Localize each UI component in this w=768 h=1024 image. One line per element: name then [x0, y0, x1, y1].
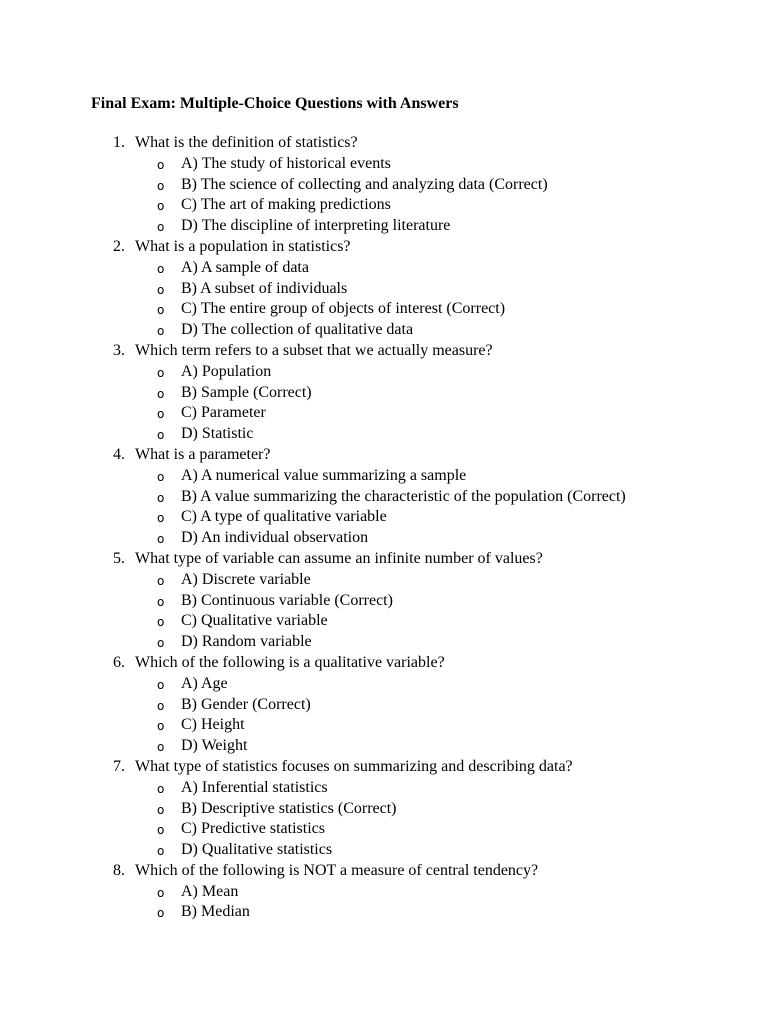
- option-item: [0, 154, 768, 175]
- option-text: A) The study of historical events: [181, 154, 391, 172]
- question-line: [0, 133, 768, 154]
- question-text: What type of statistics focuses on summarizing and describing data?: [135, 757, 573, 775]
- circle-bullet-icon: o: [157, 740, 165, 755]
- option-text: D) Qualitative statistics: [181, 841, 333, 859]
- option-text: B) Gender (Correct): [181, 695, 311, 713]
- circle-bullet-icon: o: [157, 615, 165, 630]
- option-item: [0, 299, 768, 320]
- option-text: C) Predictive statistics: [181, 820, 325, 838]
- option-item: [0, 819, 768, 840]
- option-text: D) The collection of qualitative data: [181, 321, 414, 339]
- circle-bullet-icon: o: [157, 781, 165, 796]
- option-list: [0, 882, 768, 924]
- question-text: What is a parameter?: [135, 445, 271, 463]
- circle-bullet-icon: o: [157, 407, 165, 422]
- question-number: 1.: [113, 134, 125, 151]
- question-item: [0, 237, 768, 341]
- option-item: [0, 778, 768, 799]
- question-item: [0, 445, 768, 549]
- option-item: [0, 383, 768, 404]
- question-text: Which of the following is a qualitative variable?: [135, 653, 445, 671]
- question-item: [0, 341, 768, 445]
- circle-bullet-icon: o: [157, 719, 165, 734]
- circle-bullet-icon: o: [157, 324, 165, 339]
- option-list: [0, 674, 768, 757]
- question-text: What type of variable can assume an infinite number of values?: [135, 549, 543, 567]
- circle-bullet-icon: o: [157, 261, 165, 276]
- option-text: C) The entire group of objects of interest (Correct): [181, 300, 506, 318]
- circle-bullet-icon: o: [157, 906, 165, 921]
- option-item: [0, 175, 768, 196]
- option-text: A) A numerical value summarizing a sample: [181, 466, 467, 484]
- option-text: D) The discipline of interpreting literature: [181, 217, 451, 235]
- question-text: Which of the following is NOT a measure of central tendency?: [135, 861, 539, 879]
- question-number: 5.: [113, 549, 125, 567]
- option-item: [0, 279, 768, 300]
- option-item: [0, 632, 768, 653]
- question-line: [0, 549, 768, 570]
- option-text: C) Parameter: [181, 404, 266, 422]
- option-text: C) Qualitative variable: [181, 612, 328, 630]
- option-list: [0, 570, 768, 653]
- question-number: 2.: [113, 237, 125, 255]
- option-item: [0, 528, 768, 549]
- option-text: C) Height: [181, 716, 245, 734]
- option-text: C) The art of making predictions: [181, 196, 391, 214]
- circle-bullet-icon: o: [157, 303, 165, 318]
- circle-bullet-icon: o: [157, 636, 165, 651]
- circle-bullet-icon: o: [157, 573, 165, 588]
- option-item: [0, 487, 768, 508]
- circle-bullet-icon: o: [157, 844, 165, 859]
- circle-bullet-icon: o: [157, 823, 165, 838]
- option-item: [0, 216, 768, 237]
- question-line: [0, 445, 768, 466]
- option-text: C) A type of qualitative variable: [181, 508, 387, 526]
- circle-bullet-icon: o: [157, 386, 165, 401]
- circle-bullet-icon: o: [157, 220, 165, 235]
- question-item: [0, 861, 768, 923]
- option-item: [0, 736, 768, 757]
- option-item: [0, 320, 768, 341]
- question-number: 7.: [113, 757, 125, 775]
- question-item: [0, 549, 768, 653]
- question-line: [0, 861, 768, 882]
- option-item: [0, 715, 768, 736]
- option-item: [0, 195, 768, 216]
- option-item: [0, 882, 768, 903]
- circle-bullet-icon: o: [157, 594, 165, 609]
- option-text: D) Weight: [181, 737, 248, 755]
- question-text: What is a population in statistics?: [135, 237, 351, 255]
- option-item: [0, 840, 768, 861]
- circle-bullet-icon: o: [157, 511, 165, 526]
- option-text: B) Median: [181, 903, 250, 921]
- option-list: [0, 466, 768, 549]
- question-number: 4.: [113, 445, 125, 463]
- question-list: [0, 133, 768, 923]
- question-line: [0, 653, 768, 674]
- circle-bullet-icon: o: [157, 428, 165, 443]
- option-text: A) Inferential statistics: [181, 778, 328, 796]
- question-line: [0, 757, 768, 778]
- option-text: A) Mean: [181, 882, 239, 900]
- option-item: [0, 258, 768, 279]
- option-item: [0, 362, 768, 383]
- option-list: [0, 362, 768, 445]
- option-item: [0, 674, 768, 695]
- option-text: D) An individual observation: [181, 529, 369, 547]
- option-text: A) Age: [181, 674, 228, 692]
- option-item: [0, 695, 768, 716]
- circle-bullet-icon: o: [157, 677, 165, 692]
- option-item: [0, 466, 768, 487]
- circle-bullet-icon: o: [157, 365, 165, 380]
- option-item: [0, 403, 768, 424]
- option-text: B) A subset of individuals: [181, 279, 348, 297]
- circle-bullet-icon: o: [157, 157, 165, 172]
- option-text: B) Sample (Correct): [181, 383, 312, 401]
- option-list: [0, 258, 768, 341]
- option-text: A) A sample of data: [181, 258, 309, 276]
- question-text: Which term refers to a subset that we actually measure?: [135, 341, 493, 359]
- question-number: 8.: [113, 861, 125, 879]
- option-item: [0, 424, 768, 445]
- document-title: Final Exam: Multiple-Choice Questions with Answers: [91, 95, 459, 112]
- option-text: A) Population: [181, 362, 272, 380]
- option-list: [0, 778, 768, 861]
- question-item: [0, 757, 768, 861]
- option-text: B) A value summarizing the characteristic of the population (Correct): [181, 487, 626, 505]
- option-text: D) Statistic: [181, 425, 254, 443]
- question-text: What is the definition of statistics?: [135, 134, 358, 151]
- option-item: [0, 507, 768, 528]
- option-item: [0, 799, 768, 820]
- question-item: [0, 653, 768, 757]
- circle-bullet-icon: o: [157, 802, 165, 817]
- question-line: [0, 341, 768, 362]
- circle-bullet-icon: o: [157, 490, 165, 505]
- circle-bullet-icon: o: [157, 199, 165, 214]
- option-item: [0, 570, 768, 591]
- question-number: 6.: [113, 653, 125, 671]
- question-line: [0, 237, 768, 258]
- option-text: B) The science of collecting and analyzing data (Correct): [181, 175, 548, 193]
- option-item: [0, 611, 768, 632]
- option-text: D) Random variable: [181, 633, 312, 651]
- circle-bullet-icon: o: [157, 178, 165, 193]
- option-text: B) Continuous variable (Correct): [181, 591, 393, 609]
- option-item: [0, 591, 768, 612]
- question-item: [0, 133, 768, 237]
- option-list: [0, 154, 768, 237]
- option-item: [0, 902, 768, 923]
- circle-bullet-icon: o: [157, 698, 165, 713]
- circle-bullet-icon: o: [157, 469, 165, 484]
- circle-bullet-icon: o: [157, 532, 165, 547]
- option-text: A) Discrete variable: [181, 570, 311, 588]
- question-number: 3.: [113, 341, 125, 359]
- circle-bullet-icon: o: [157, 885, 165, 900]
- option-text: B) Descriptive statistics (Correct): [181, 799, 397, 817]
- circle-bullet-icon: o: [157, 282, 165, 297]
